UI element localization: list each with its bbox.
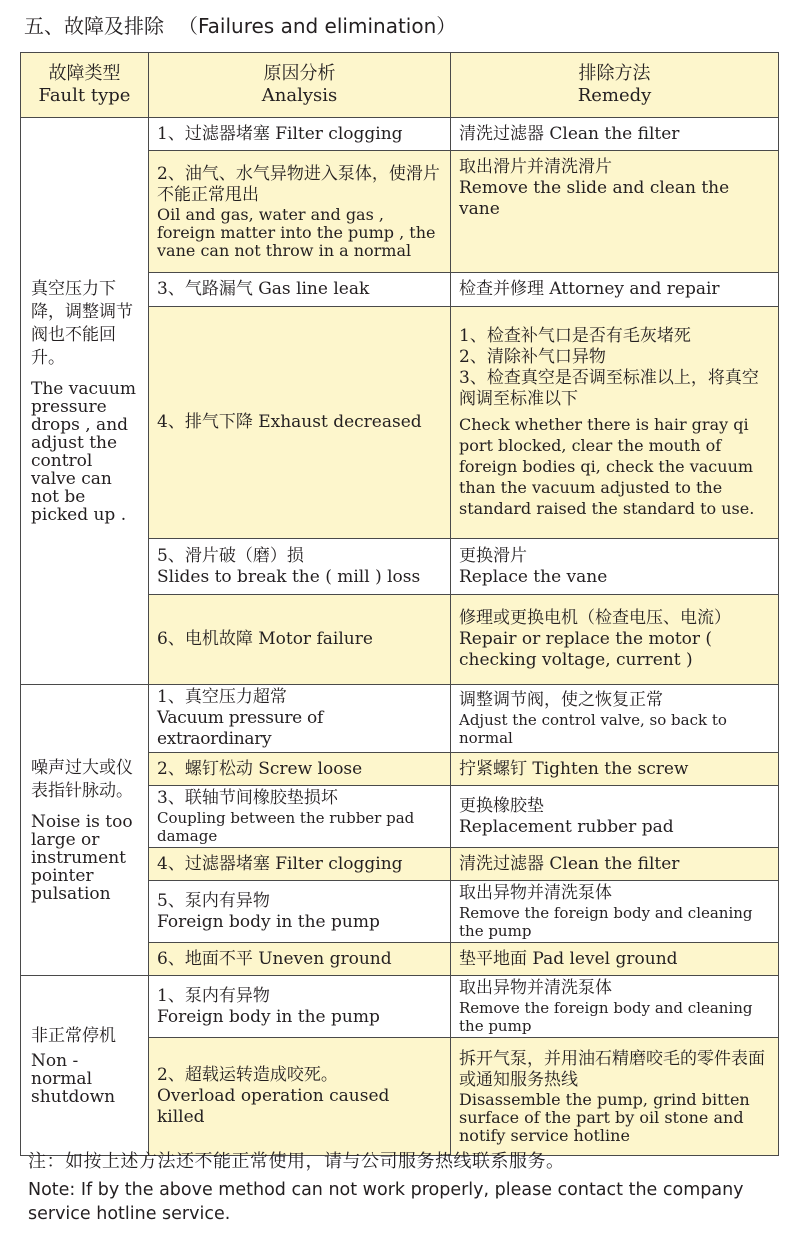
remedy-cell bbox=[451, 848, 779, 881]
analysis-cell bbox=[149, 539, 451, 595]
analysis-cell bbox=[149, 976, 451, 1038]
analysis-text: 2、油气、水气异物进入泵体，使滑片不能正常甩出 bbox=[157, 163, 440, 205]
remedy-text: 清洗过滤器 Clean the filter bbox=[459, 853, 680, 874]
remedy-cell bbox=[451, 307, 779, 539]
remedy-text: 调整调节阀，使之恢复正常 bbox=[459, 690, 663, 710]
remedy-text: 取出异物并清洗泵体 bbox=[459, 883, 612, 903]
header-fault-type bbox=[21, 53, 149, 118]
remedy-text-en: Disassemble the pump, grind bitten surface of the part by oil stone and notify service hotline bbox=[459, 1089, 750, 1145]
analysis-text: 1、过滤器堵塞 Filter clogging bbox=[157, 123, 403, 144]
remedy-text: 检查并修理 Attorney and repair bbox=[459, 279, 720, 299]
remedy-step-1: 1、检查补气口是否有毛灰堵死 bbox=[459, 326, 691, 346]
analysis-cell bbox=[149, 848, 451, 881]
remedy-text: 拆开气泵，并用油石精磨咬毛的零件表面或通知服务热线 bbox=[459, 1048, 765, 1090]
analysis-text: 2、超载运转造成咬死。 bbox=[157, 1065, 338, 1085]
header-row bbox=[21, 53, 779, 118]
analysis-text: 1、泵内有异物 bbox=[157, 985, 270, 1006]
fault-zh: 噪声过大或仪表指针脉动。 bbox=[31, 758, 133, 801]
table-row bbox=[21, 685, 779, 753]
analysis-text: 2、螺钉松动 Screw loose bbox=[157, 758, 363, 779]
remedy-text-en: Adjust the control valve, so back to normal bbox=[459, 711, 727, 747]
analysis-cell bbox=[149, 753, 451, 786]
remedy-text: 取出滑片并清洗滑片 bbox=[459, 157, 612, 177]
title-zh: 五、故障及排除 bbox=[24, 14, 164, 38]
analysis-text: 6、地面不平 Uneven ground bbox=[157, 948, 392, 969]
analysis-cell bbox=[149, 595, 451, 685]
table-row bbox=[21, 976, 779, 1038]
analysis-cell bbox=[149, 118, 451, 151]
fault-en: The vacuum pressure drops , and adjust the control valve can not be picked up . bbox=[31, 379, 137, 525]
remedy-text-en: Remove the foreign body and cleaning the pump bbox=[459, 904, 753, 940]
analysis-text-en: Coupling between the rubber pad damage bbox=[157, 809, 415, 845]
fault-type-cell bbox=[21, 685, 149, 976]
remedy-cell bbox=[451, 976, 779, 1038]
analysis-cell bbox=[149, 685, 451, 753]
analysis-text-en: Vacuum pressure of extraordinary bbox=[157, 708, 323, 749]
analysis-text: 1、真空压力超常 bbox=[157, 687, 287, 707]
fault-table bbox=[20, 52, 779, 1156]
remedy-cell bbox=[451, 1038, 779, 1156]
analysis-text-en: Oil and gas, water and gas , foreign matter into the pump , the vane can not throw in a normal bbox=[157, 204, 436, 260]
remedy-cell bbox=[451, 753, 779, 786]
analysis-text-en: Foreign body in the pump bbox=[157, 911, 380, 932]
remedy-cell bbox=[451, 881, 779, 943]
remedy-cell bbox=[451, 273, 779, 307]
note-en: Note: If by the above method can not work properly, please contact the company service hotline service. bbox=[28, 1180, 744, 1224]
remedy-text-en: Check whether there is hair gray qi port blocked, clear the mouth of foreign bodies qi, check the vacuum than the vacuum adjusted to the standard raised the standard to use. bbox=[459, 415, 755, 518]
analysis-text: 4、排气下降 Exhaust decreased bbox=[157, 412, 422, 432]
analysis-text: 3、气路漏气 Gas line leak bbox=[157, 279, 370, 299]
remedy-text-en: Replace the vane bbox=[459, 566, 608, 587]
remedy-cell bbox=[451, 539, 779, 595]
analysis-cell bbox=[149, 273, 451, 307]
remedy-cell bbox=[451, 118, 779, 151]
remedy-text: 更换橡胶垫 bbox=[459, 795, 544, 816]
fault-en: Non - normal shutdown bbox=[31, 1051, 116, 1107]
analysis-text: 3、联轴节间橡胶垫损坏 bbox=[157, 788, 338, 808]
remedy-cell bbox=[451, 685, 779, 753]
remedy-cell bbox=[451, 151, 779, 273]
header-fault-en: Fault type bbox=[38, 85, 131, 106]
fault-type-cell bbox=[21, 118, 149, 685]
header-remedy-zh: 排除方法 bbox=[578, 63, 651, 84]
analysis-cell bbox=[149, 943, 451, 976]
fault-en: Noise is too large or instrument pointer pulsation bbox=[31, 812, 133, 904]
header-analysis bbox=[149, 53, 451, 118]
fault-zh: 非正常停机 bbox=[31, 1026, 116, 1046]
remedy-text-en: Remove the slide and clean the vane bbox=[459, 178, 730, 219]
remedy-text: 更换滑片 bbox=[459, 545, 527, 566]
remedy-text: 修理或更换电机（检查电压、电流） bbox=[459, 608, 731, 628]
analysis-text-en: Foreign body in the pump bbox=[157, 1006, 380, 1027]
section-title bbox=[24, 12, 456, 40]
header-analysis-zh: 原因分析 bbox=[263, 63, 336, 84]
note-zh: 注：如按上述方法还不能正常使用，请与公司服务热线联系服务。 bbox=[28, 1151, 565, 1172]
analysis-cell bbox=[149, 786, 451, 848]
analysis-cell bbox=[149, 307, 451, 539]
analysis-text: 5、滑片破（磨）损 bbox=[157, 545, 304, 566]
remedy-text: 垫平地面 Pad level ground bbox=[459, 948, 678, 969]
remedy-cell bbox=[451, 943, 779, 976]
remedy-cell bbox=[451, 595, 779, 685]
remedy-text: 清洗过滤器 Clean the filter bbox=[459, 123, 680, 144]
remedy-text: 拧紧螺钉 Tighten the screw bbox=[459, 758, 689, 779]
remedy-text-en: Remove the foreign body and cleaning the pump bbox=[459, 999, 753, 1035]
header-remedy bbox=[451, 53, 779, 118]
remedy-text-en: Repair or replace the motor ( checking voltage, current ) bbox=[459, 629, 713, 670]
analysis-cell bbox=[149, 881, 451, 943]
table-row bbox=[21, 118, 779, 151]
analysis-text: 6、电机故障 Motor failure bbox=[157, 629, 373, 649]
header-fault-zh: 故障类型 bbox=[48, 63, 121, 84]
analysis-cell bbox=[149, 1038, 451, 1156]
fault-zh: 真空压力下降，调整调节阀也不能回升。 bbox=[31, 279, 133, 368]
analysis-text-en: Overload operation caused killed bbox=[157, 1086, 390, 1127]
remedy-cell bbox=[451, 786, 779, 848]
remedy-text-en: Replacement rubber pad bbox=[459, 816, 674, 837]
remedy-step-3: 3、检查真空是否调至标准以上，将真空阀调至标准以下 bbox=[459, 368, 759, 409]
analysis-text-en: Slides to break the ( mill ) loss bbox=[157, 566, 421, 587]
title-en: （Failures and elimination） bbox=[178, 14, 457, 38]
header-remedy-en: Remedy bbox=[577, 85, 652, 106]
remedy-text: 取出异物并清洗泵体 bbox=[459, 978, 612, 998]
footer-note bbox=[28, 1148, 788, 1226]
analysis-text: 4、过滤器堵塞 Filter clogging bbox=[157, 853, 403, 874]
remedy-step-2: 2、清除补气口异物 bbox=[459, 347, 606, 367]
header-analysis-en: Analysis bbox=[261, 85, 338, 106]
analysis-cell bbox=[149, 151, 451, 273]
fault-type-cell bbox=[21, 976, 149, 1156]
analysis-text: 5、泵内有异物 bbox=[157, 890, 270, 911]
